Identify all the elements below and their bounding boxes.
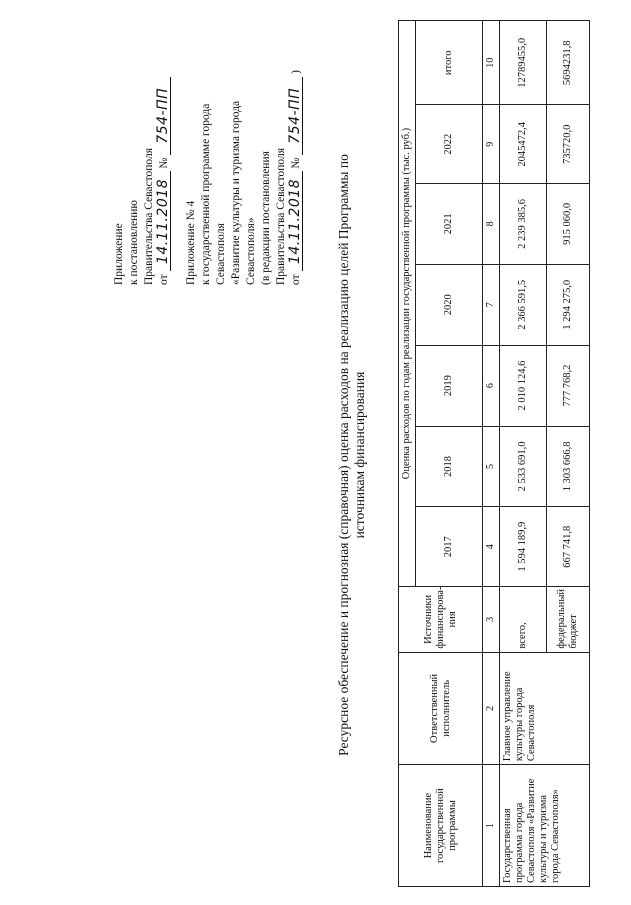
- column-number: 2: [483, 652, 500, 764]
- total-cell: 5694231,8: [547, 21, 590, 106]
- year-header: 2020: [416, 264, 483, 345]
- annex-header-note: [112, 15, 304, 285]
- note-line: (в редакции постановления: [260, 151, 272, 285]
- note-line: Правительства Севастополя: [143, 147, 155, 285]
- document-title: Ресурсное обеспечение и прогнозная (справочная) оценка расходов на реализацию целей Программы по источникам финансирования: [336, 154, 367, 756]
- executor-cell: Главное управление культуры города Севастополя: [500, 652, 590, 764]
- handwritten-number: 754-ПП: [157, 77, 171, 155]
- value-cell: 667 741,8: [547, 507, 590, 587]
- column-number: 3: [483, 587, 500, 653]
- column-number: 7: [483, 264, 500, 345]
- table-row: [500, 21, 547, 887]
- source-cell: всего,: [500, 587, 547, 653]
- handwritten-number: 754-ПП: [289, 77, 303, 155]
- total-header: итого: [416, 21, 483, 106]
- program-name-cell: Государственная программа города Севастополя «Развитие культуры и туризма города Севастополя»: [500, 765, 590, 887]
- handwritten-date: 14.11.2018: [157, 172, 171, 272]
- header-program: Наименование государственной программы: [399, 765, 483, 887]
- column-number: 4: [483, 507, 500, 587]
- value-cell: 2045472,4: [500, 105, 547, 184]
- note-line: Севастополя: [215, 223, 227, 285]
- year-header: 2018: [416, 426, 483, 507]
- column-number: 8: [483, 184, 500, 265]
- column-number: 9: [483, 105, 500, 184]
- closing-paren: ): [290, 70, 302, 74]
- number-sign: №: [158, 157, 170, 169]
- year-header: 2021: [416, 184, 483, 265]
- note-line: Приложение № 4: [185, 200, 197, 285]
- column-number: 5: [483, 426, 500, 507]
- budget-table: [398, 20, 590, 887]
- header-executor: Ответственный исполнитель: [399, 652, 483, 764]
- total-cell: 12789455,0: [500, 21, 547, 106]
- value-cell: 2 239 385,6: [500, 184, 547, 265]
- header-estimate: Оценка расходов по годам реализации государственной программы (тыс. руб.): [399, 21, 416, 587]
- column-number: 1: [483, 765, 500, 887]
- note-line: Правительства Севастополя: [275, 147, 287, 285]
- note-line: к государственной программе города: [200, 103, 212, 285]
- note-line: Севастополя»: [245, 217, 257, 285]
- column-number-row: [483, 21, 500, 887]
- column-number: 6: [483, 345, 500, 426]
- header-row-1: [399, 21, 416, 887]
- source-cell: федеральный бюджет: [547, 587, 590, 653]
- year-header: 2022: [416, 105, 483, 184]
- value-cell: 2 366 591,5: [500, 264, 547, 345]
- value-cell: 1 594 189,9: [500, 507, 547, 587]
- value-cell: 2 533 691,0: [500, 426, 547, 507]
- note-line: Приложение: [113, 223, 125, 285]
- year-header: 2019: [416, 345, 483, 426]
- note-line: «Развитие культуры и туризма города: [230, 100, 242, 285]
- note-from: от: [290, 274, 302, 285]
- note-date-line: [289, 15, 304, 285]
- value-cell: 1 294 275,0: [547, 264, 590, 345]
- value-cell: 777 768,2: [547, 345, 590, 426]
- column-number: 10: [483, 21, 500, 106]
- handwritten-date: 14.11.2018: [289, 172, 303, 272]
- header-source: Источники финансирова-ния: [399, 587, 483, 653]
- note-line: к постановлению: [128, 200, 140, 285]
- value-cell: 1 303 666,8: [547, 426, 590, 507]
- value-cell: 735720,0: [547, 105, 590, 184]
- number-sign: №: [290, 157, 302, 169]
- note-from: от: [158, 274, 170, 285]
- year-header: 2017: [416, 507, 483, 587]
- note-date-line: [157, 15, 172, 285]
- value-cell: 915 060,0: [547, 184, 590, 265]
- value-cell: 2 010 124,6: [500, 345, 547, 426]
